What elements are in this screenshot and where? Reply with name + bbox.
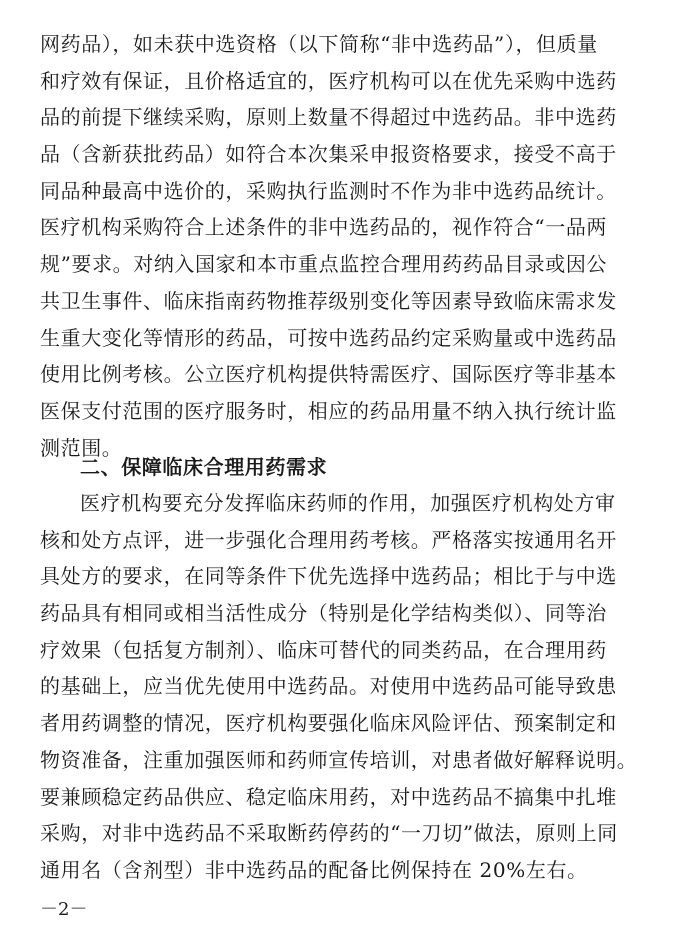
text-line: 要兼顾稳定药品供应、稳定临床用药，对中选药品不搞集中扎堆 bbox=[40, 784, 617, 809]
paragraph-procurement-rules bbox=[40, 26, 640, 466]
text-line: 采购，对非中选药品不采取断药停药的“一刀切”做法，原则上同 bbox=[40, 821, 618, 846]
text-line: 的基础上，应当优先使用中选药品。对使用中选药品可能导致患 bbox=[40, 674, 617, 699]
text-line: 品的前提下继续采购，原则上数量不得超过中选药品。非中选药 bbox=[40, 105, 617, 130]
text-line: 通用名（含剂型）非中选药品的配备比例保持在 20%左右。 bbox=[40, 857, 588, 882]
text-line: 药品具有相同或相当活性成分（特别是化学结构类似）、同等治 bbox=[40, 601, 607, 626]
text-line: 疗效果（包括复方制剂）、临床可替代的同类药品，在合理用药 bbox=[40, 637, 607, 662]
text-line: 规”要求。对纳入国家和本市重点监控合理用药药品目录或因公 bbox=[40, 252, 608, 277]
section-heading: 二、保障临床合理用药需求 bbox=[80, 455, 328, 479]
text-line: 同品种最高中选价的，采购执行监测时不作为非中选药品统计。 bbox=[40, 178, 617, 203]
text-line: 者用药调整的情况，医疗机构要强化临床风险评估、预案制定和 bbox=[40, 711, 617, 736]
page-number: －2－ bbox=[40, 899, 88, 920]
text-line: 医疗机构采购符合上述条件的非中选药品的，视作符合“一品两 bbox=[40, 215, 608, 240]
text-line: 共卫生事件、临床指南药物推荐级别变化等因素导致临床需求发 bbox=[40, 288, 617, 313]
text-line: 具处方的要求，在同等条件下优先选择中选药品；相比于与中选 bbox=[40, 564, 617, 589]
text-line: 物资准备，注重加强医师和药师宣传培训，对患者做好解释说明。 bbox=[40, 747, 638, 772]
text-line: 核和处方点评，进一步强化合理用药考核。严格落实按通用名开 bbox=[40, 527, 617, 552]
text-line: 网药品），如未获中选资格（以下简称“非中选药品”），但质量 bbox=[40, 32, 598, 56]
section-heading-block bbox=[40, 449, 640, 486]
text-line: 医保支付范围的医疗服务时，相应的药品用量不纳入执行统计监 bbox=[40, 398, 617, 423]
text-line: 品（含新获批药品）如符合本次集采申报资格要求，接受不高于 bbox=[40, 142, 617, 167]
text-line: 测范围。 bbox=[40, 435, 123, 460]
text-line: 使用比例考核。公立医疗机构提供特需医疗、国际医疗等非基本 bbox=[40, 362, 617, 387]
paragraph-rational-drug-use bbox=[40, 485, 640, 889]
text-line: 医疗机构要充分发挥临床药师的作用，加强医疗机构处方审 bbox=[80, 491, 616, 515]
text-line: 和疗效有保证，且价格适宜的，医疗机构可以在优先采购中选药 bbox=[40, 68, 617, 93]
text-line: 生重大变化等情形的药品，可按中选药品约定采购量或中选药品 bbox=[40, 325, 617, 350]
